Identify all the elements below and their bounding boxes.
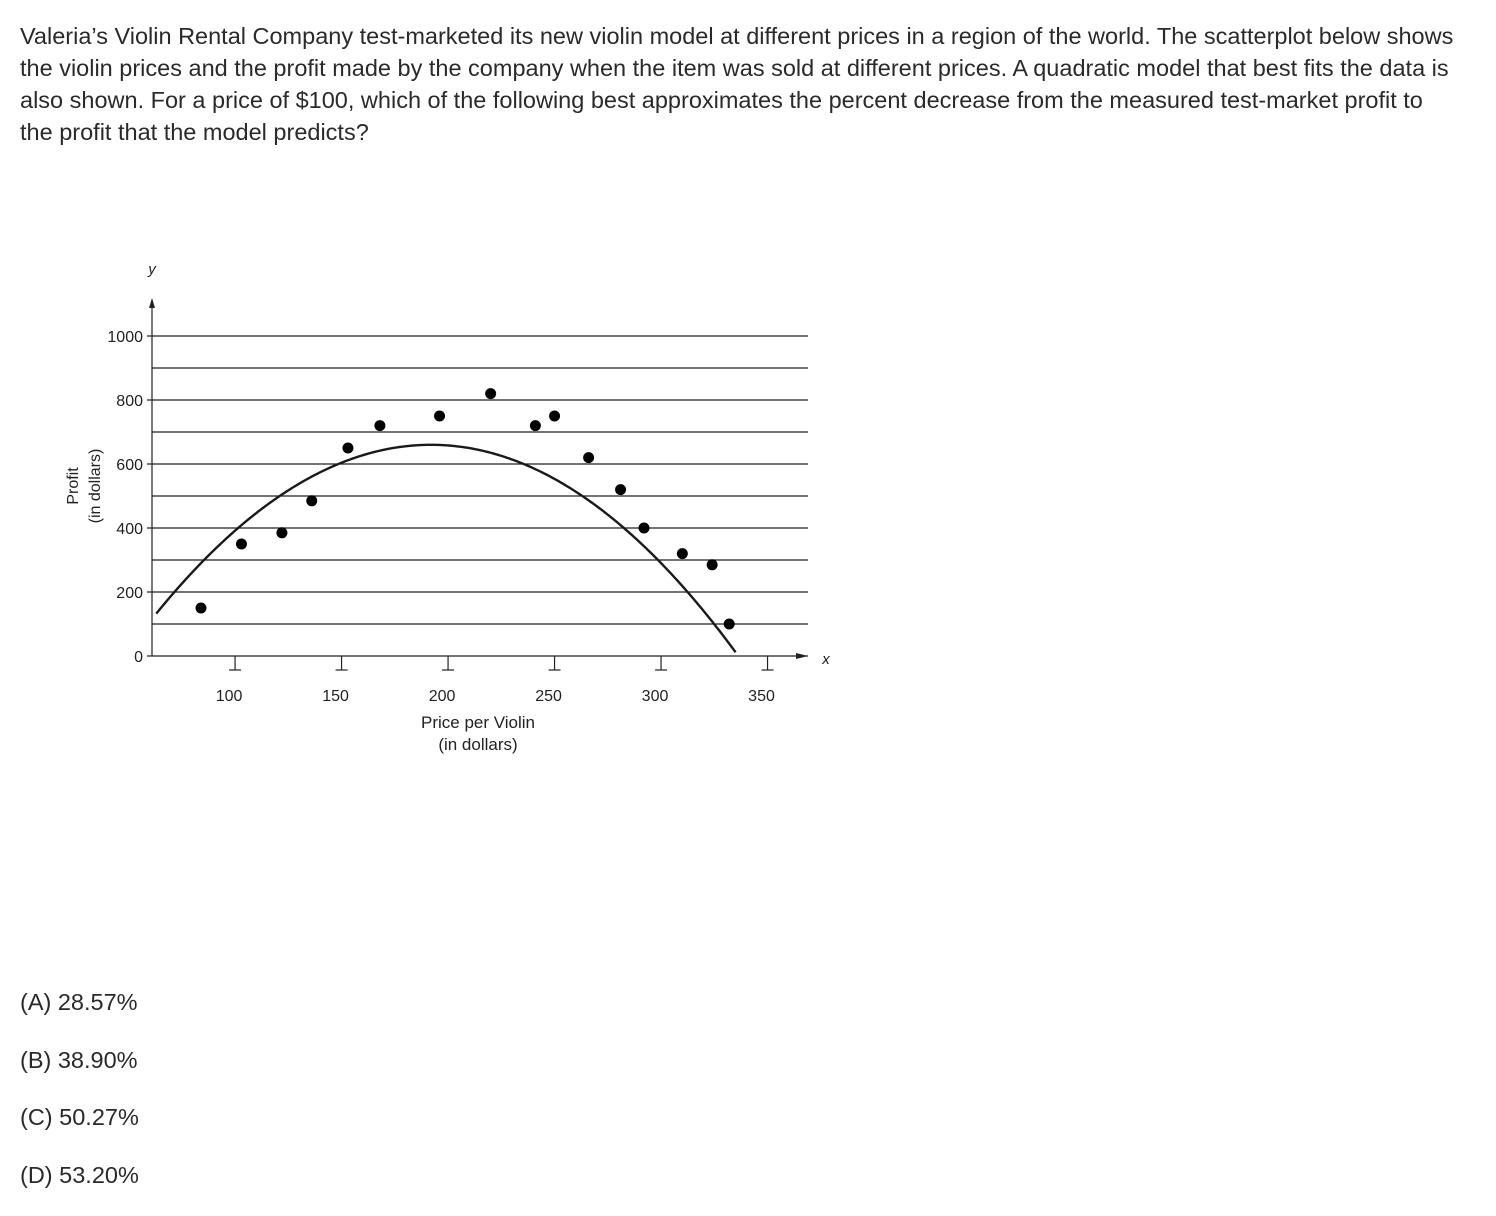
data-point-8: [485, 388, 496, 399]
x-tick-label-100: 100: [215, 688, 243, 705]
x-tick-label-150: 150: [322, 688, 349, 705]
data-point-9: [530, 420, 541, 431]
y-axis-label-units: (in dollars): [87, 448, 104, 524]
x-axis-label-units: (in dollars): [438, 735, 518, 754]
y-axis-symbol: y: [148, 261, 156, 278]
data-point-7: [434, 411, 445, 422]
data-point-1: [195, 603, 206, 614]
y-tick-label-800: 800: [116, 393, 143, 410]
x-tick-label-350: 350: [748, 688, 775, 705]
x-axis-label: Price per Violin: [420, 713, 536, 732]
answer-options: [20, 984, 139, 1214]
data-point-2: [236, 539, 247, 550]
option-a[interactable]: (A) 28.57%: [20, 989, 138, 1015]
x-tick-label-200: 200: [428, 688, 456, 705]
chart-svg: [0, 250, 880, 770]
data-point-10: [549, 411, 560, 422]
option-b[interactable]: (B) 38.90%: [20, 1046, 138, 1073]
x-axis-arrow: [796, 653, 808, 659]
x-tick-label-300: 300: [641, 688, 669, 705]
y-tick-label-1000: 1000: [107, 329, 143, 346]
scatterplot-chart: [0, 250, 880, 770]
data-point-13: [639, 523, 650, 534]
y-axis-arrow: [149, 298, 155, 308]
data-point-16: [724, 619, 735, 630]
data-point-4: [306, 495, 317, 506]
question-text: Valeria’s Violin Rental Company test-marketed its new violin model at different prices in a region of the world. The scatterplot below shows the violin prices and the profit made by the company when the item was sold at different prices. A quadratic model that best fits the data is also shown. For a price of $100, which of the following best approximates the percent decrease from the measured test-market profit to the profit that the model predicts?: [20, 23, 1454, 145]
y-tick-label-400: 400: [116, 521, 143, 538]
data-point-5: [342, 443, 353, 454]
data-point-6: [374, 420, 385, 431]
option-d[interactable]: (D) 53.20%: [20, 1161, 139, 1188]
option-c[interactable]: (C) 50.27%: [20, 1104, 139, 1130]
data-point-15: [707, 559, 718, 570]
y-tick-label-0: 0: [134, 649, 143, 666]
x-axis-symbol: x: [822, 651, 830, 668]
x-tick-label-250: 250: [535, 688, 562, 705]
y-tick-label-600: 600: [116, 457, 143, 474]
data-point-14: [677, 548, 688, 559]
data-point-12: [615, 484, 626, 495]
y-axis-label: Profit: [65, 467, 82, 505]
data-point-3: [276, 527, 287, 538]
data-point-11: [583, 452, 594, 463]
y-tick-label-200: 200: [116, 585, 143, 602]
